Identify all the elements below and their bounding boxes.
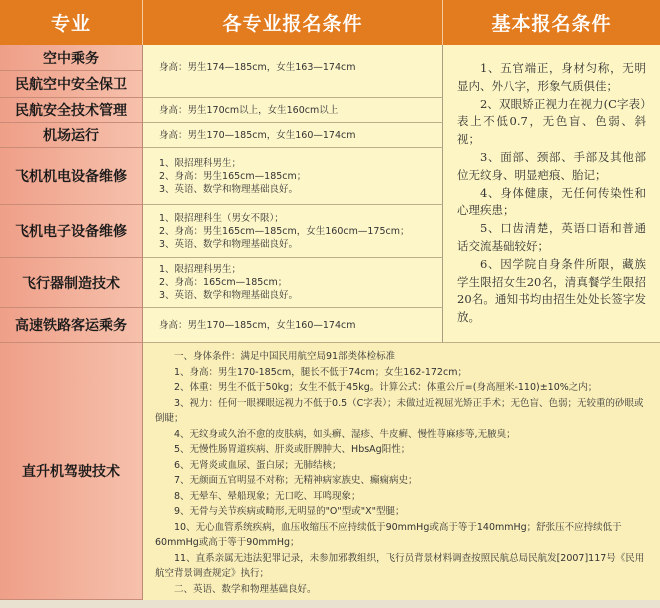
req-line: 3、英语、数学和物理基础良好。 xyxy=(159,238,299,250)
req-line: 身高：男生170—185cm，女生160—174cm xyxy=(159,129,356,141)
major-cabin-crew: 空中乘务 xyxy=(0,45,143,71)
major-railway: 高速铁路客运乘务 xyxy=(0,308,143,343)
basic-item: 6、因学院自身条件所限，藏族学生限招女生20名，清真餐学生限招20名。通知书均由招生处处长签字发放。 xyxy=(457,256,646,325)
heli-item: 8、无晕车、晕船现象；无口吃、耳鸣现象； xyxy=(174,490,361,502)
req-line: 身高：男生170—185cm，女生160—174cm xyxy=(159,319,356,331)
major-electromechanical: 飞机机电设备维修 xyxy=(0,148,143,205)
heli-item: 5、无慢性肠胃道疾病、肝炎或肝脾肿大、HbsAg阳性； xyxy=(174,444,411,455)
req-railway xyxy=(143,308,443,343)
header-major: 专业 xyxy=(0,0,143,45)
heli-item: 2、体重：男生不低于50kg；女生不低于45kg。计算公式：体重公斤=(身高厘米-110)±10%之内； xyxy=(174,382,598,393)
req-line: 3、英语、数学和物理基础良好。 xyxy=(159,290,299,301)
req-line: 身高：男生174—185cm，女生163—174cm xyxy=(159,61,356,73)
req-aircraft-mfg xyxy=(143,258,443,308)
header-basic-requirements: 基本报名条件 xyxy=(443,0,660,45)
heli-item: 7、无颜面五官明显不对称；无精神病家族史、癫痫病史； xyxy=(174,475,418,486)
basic-conditions xyxy=(443,45,660,343)
heli-item: 二、英语、数学和物理基础良好。 xyxy=(174,583,317,595)
basic-item: 4、身体健康，无任何传染性和心理疾患； xyxy=(457,185,646,218)
heli-item: 4、无纹身或久治不愈的皮肤病，如头癣、湿疹、牛皮癣、慢性荨麻疹等,无腋臭； xyxy=(174,428,516,440)
major-helicopter: 直升机驾驶技术 xyxy=(0,343,143,600)
major-airport-operations: 机场运行 xyxy=(0,123,143,148)
heli-item: 10、无心血管系统疾病，血压收缩压不应持续低于90mmHg或高于等于140mmHg；舒张压不应持续低于60mmHg或高于等于90mmHg； xyxy=(155,521,622,548)
req-line: 3、英语、数学和物理基础良好。 xyxy=(159,183,299,195)
basic-item: 2、双眼矫正视力在视力(C字表）表上不低0.7，无色盲、色弱、斜视； xyxy=(457,96,646,147)
req-airport-ops xyxy=(143,123,443,148)
req-line: 2、身高：男生165cm—185cm，女生160cm—175cm； xyxy=(159,225,410,237)
major-electronic: 飞机电子设备维修 xyxy=(0,205,143,258)
basic-item: 3、面部、颈部、手部及其他部位无纹身、明显疤痕、胎记； xyxy=(457,150,646,182)
major-aircraft-manufacturing: 飞行器制造技术 xyxy=(0,258,143,308)
req-electromech xyxy=(143,148,443,205)
req-line: 1、限招理科男生； xyxy=(159,264,242,275)
req-line: 身高：男生170cm以上，女生160cm以上 xyxy=(159,104,339,116)
heli-item: 3、视力：任何一眼裸眼远视力不低于0.5（C字表）；未做过近视屈光矫正手术；无色盲、色弱；无较重的砂眼或倒睫； xyxy=(155,397,644,424)
helicopter-requirements xyxy=(143,343,660,600)
req-line: 2、身高：165cm—185cm； xyxy=(159,277,288,288)
req-electronic xyxy=(143,205,443,258)
req-line: 1、限招理科生（男女不限）； xyxy=(159,212,284,224)
req-line: 1、限招理科男生； xyxy=(159,157,242,169)
heli-item: 6、无肾炎或血尿、蛋白尿；无肺结核； xyxy=(174,459,342,471)
heli-item: 1、身高：男生170-185cm，腿长不低于74cm；女生162-172cm； xyxy=(174,366,467,378)
heli-item: 11、直系亲属无违法犯罪记录，未参加邪教组织，飞行员背景材料调查按照民航总局民航发[2007]117号《民用航空背景调查规定》执行； xyxy=(155,552,645,579)
basic-item: 1、五官端正，身材匀称，无明显内、外八字，形象气质俱佳； xyxy=(457,61,646,93)
heli-item: 一、身体条件：满足中国民用航空局91部类体检标准 xyxy=(174,351,396,362)
header-major-requirements: 各专业报名条件 xyxy=(143,0,443,45)
basic-item: 5、口齿清楚，英语口语和普通话交流基础较好； xyxy=(457,221,646,253)
heli-item: 9、无骨与关节疾病或畸形,无明显的"O"型或"X"型腿； xyxy=(174,506,405,517)
major-aviation-security: 民航空中安全保卫 xyxy=(0,71,143,98)
req-cabin-security xyxy=(143,45,443,98)
req-safety-mgmt xyxy=(143,98,443,123)
req-line: 2、身高：男生165cm—185cm； xyxy=(159,170,307,182)
major-safety-management: 民航安全技术管理 xyxy=(0,98,143,123)
